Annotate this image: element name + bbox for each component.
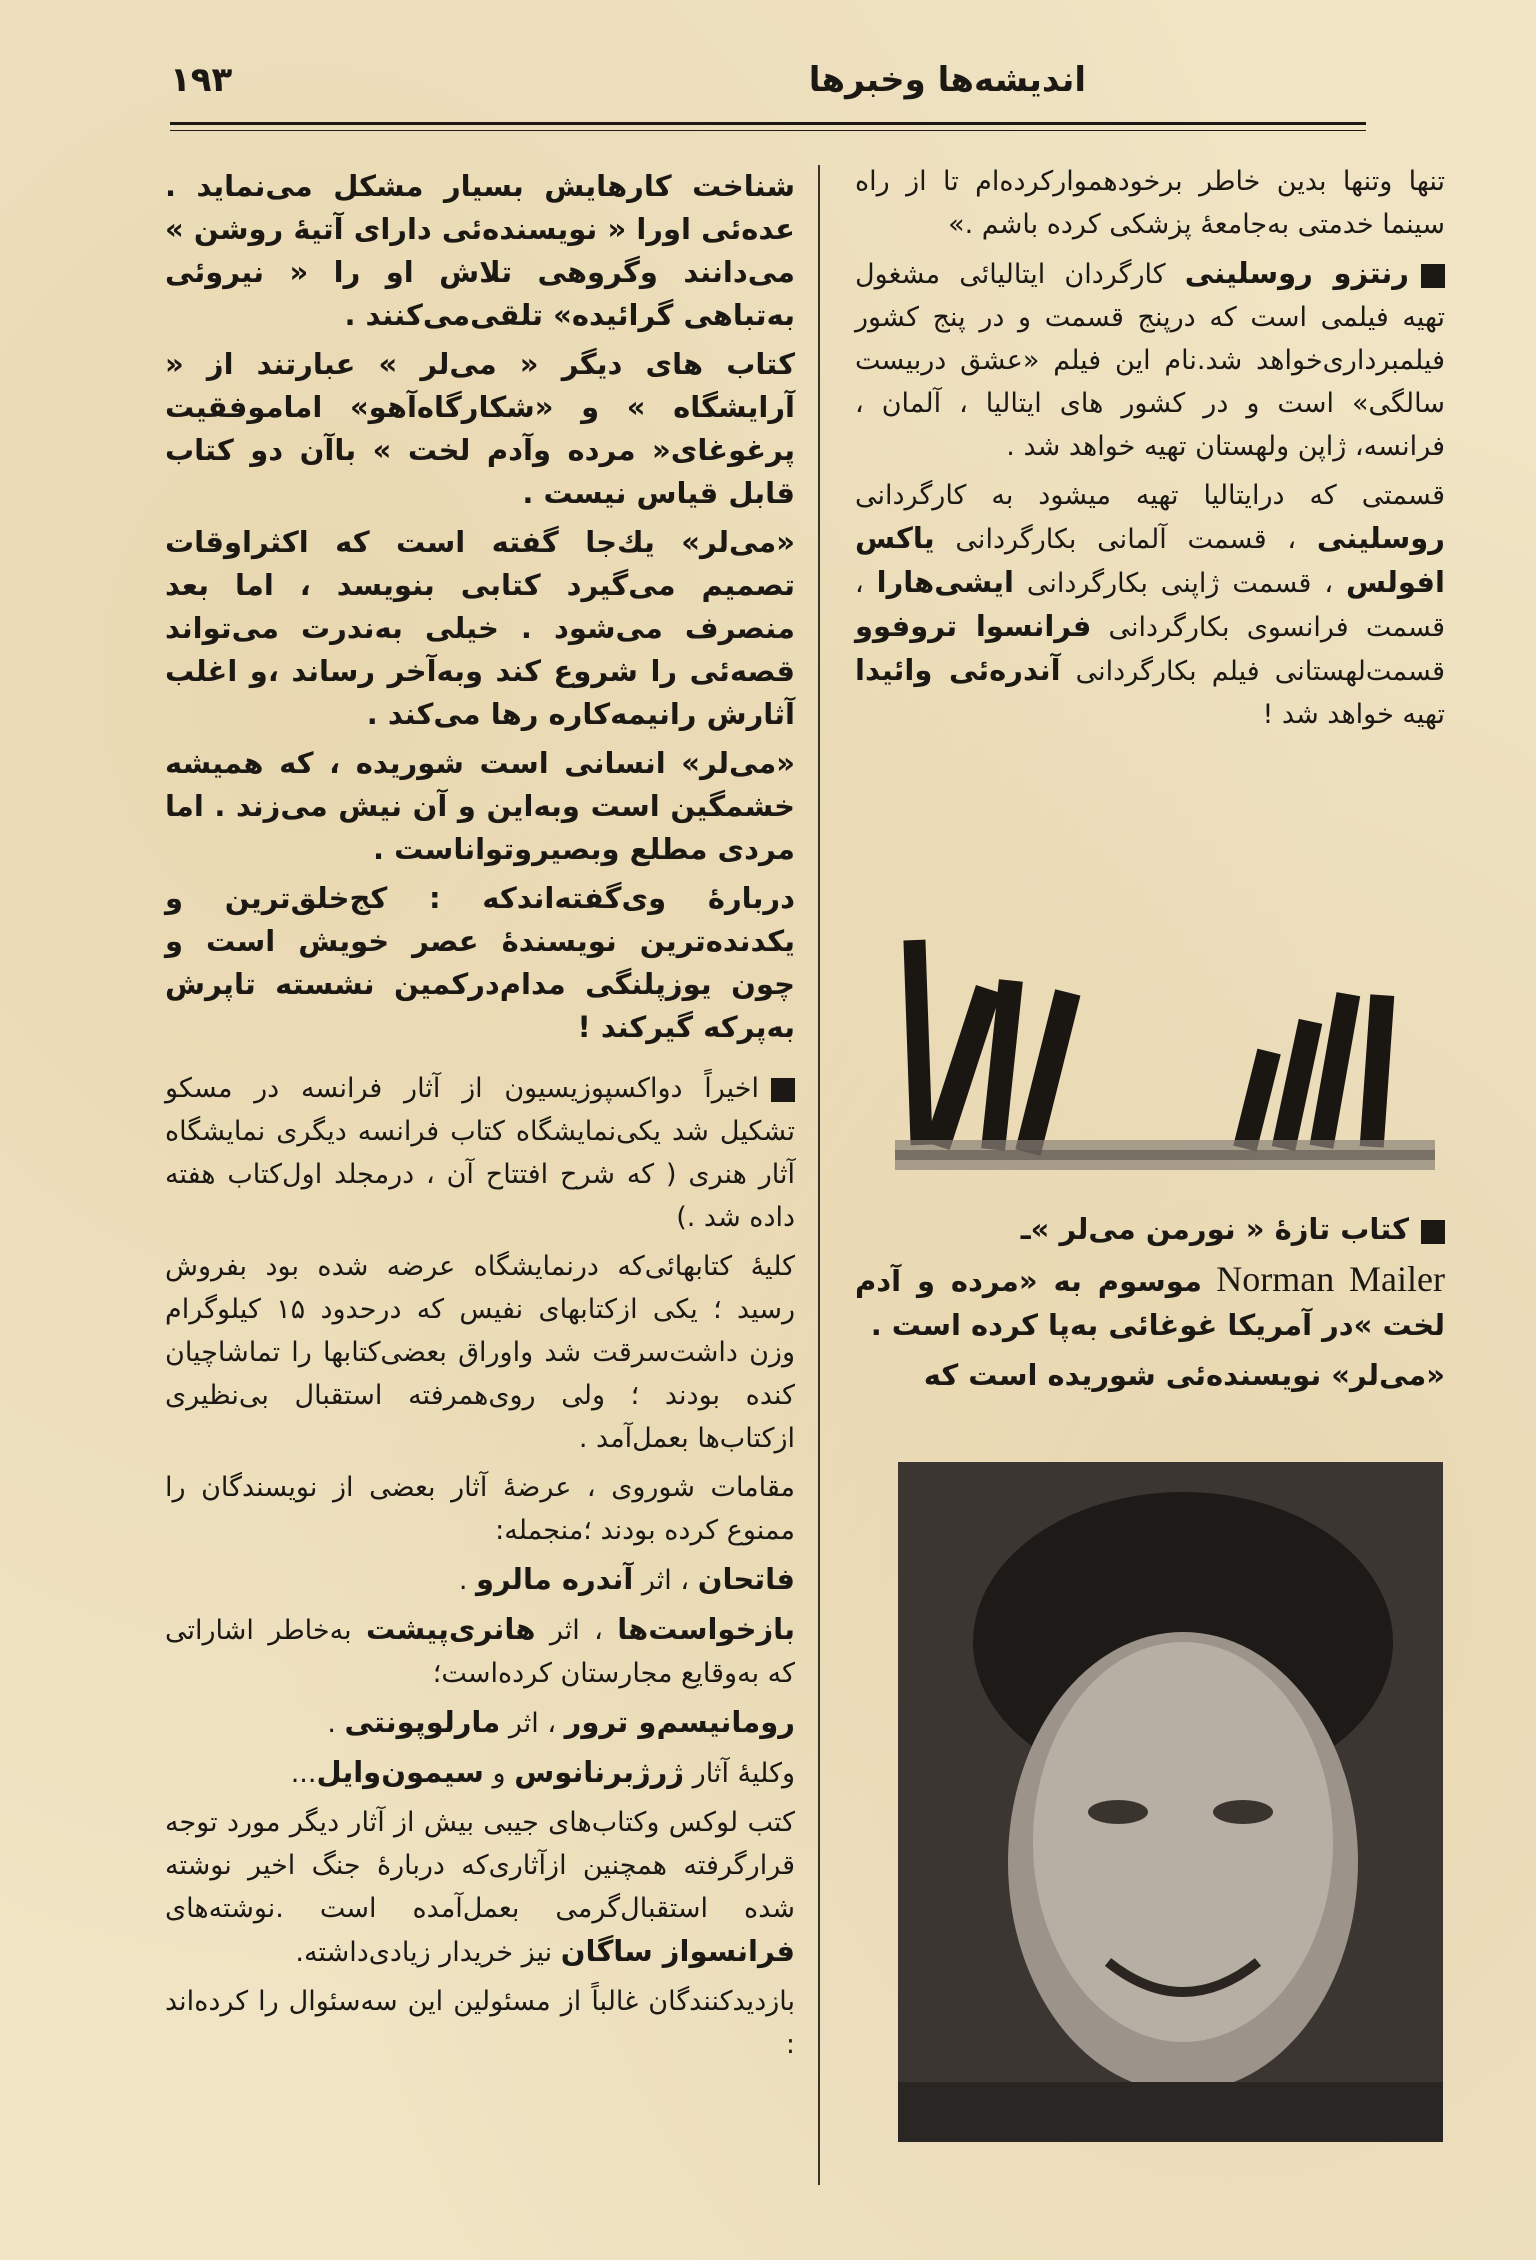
director-name: روسلینی xyxy=(1316,521,1445,555)
paragraph: مقامات شوروی ، عرضهٔ آثار بعضی از نویسندگان را ممنوع کرده بودند ؛منجمله: xyxy=(165,1472,795,1546)
text-run: تهیه خواهد شد ! xyxy=(1262,699,1445,730)
text-run: و xyxy=(492,1758,506,1789)
mailer-continuation: «می‌لر» نویسنده‌ئی شوریده است که xyxy=(923,1358,1445,1392)
page-number: ۱۹۳ xyxy=(170,60,233,100)
paragraph: «می‌لر» انسانی است شوریده ، که همیشه خشمگین است وبه‌این و آن نیش می‌زند . اما مردی مطلع وبصیروتواناست . xyxy=(165,746,795,866)
text-run: ، قسمت ژاپنی بکارگردانی xyxy=(1026,568,1334,599)
text-run: کتب لوکس وکتاب‌های جیبی بیش از آثار دیگر مورد توجه قرارگرفته همچنین ازآثاری‌که دربارهٔ جنگ اخیر نوشته شده استقبال‌گرمی بعمل‌آمده است .نوشته‌های xyxy=(165,1807,795,1924)
director-name: فرانسوا تروفوو xyxy=(855,609,1092,643)
author-name: مارلوپونتی xyxy=(344,1705,501,1739)
books-illustration xyxy=(895,935,1435,1195)
text-run: ... xyxy=(290,1758,317,1789)
header-rule xyxy=(170,122,1366,125)
mailer-heading-text: کتاب تازهٔ « نورمن می‌لر »ـ xyxy=(1020,1212,1409,1246)
exposition-paragraph xyxy=(165,1067,795,1239)
paragraph: دربارهٔ وی‌گفته‌اندکه : کج‌خلق‌ترین و یکدنده‌ترین نویسندهٔ عصر خویش است و چون یوزپلنگی مدام‌درکمین نشسته تاپرش به‌پرکه گیرکند ! xyxy=(165,881,795,1044)
banned-item: فاتحان ، اثر آندره مالرو . xyxy=(458,1562,795,1596)
latin-name: Norman Mailer xyxy=(1216,1259,1445,1299)
paragraph: کتاب های دیگر « می‌لر » عبارتند از « آرایشگاه » و «شکارگاه‌آهو» اماموفقیت پرغوغای« مرده وآدم لخت » باآن دو کتاب قابل قیاس نیست . xyxy=(165,347,795,510)
author-portrait xyxy=(898,1462,1443,2142)
book-title: رومانیسم‌و ترور xyxy=(564,1705,795,1739)
header-rule-thin xyxy=(170,130,1366,131)
item-name: رنتزو روسلینی xyxy=(1184,256,1409,290)
text-run: ، اثر xyxy=(549,1615,603,1646)
paragraph xyxy=(165,1801,795,1974)
book-title: بازخواست‌ها xyxy=(617,1612,795,1646)
banned-item: رومانیسم‌و ترور ، اثر مارلوپونتی . xyxy=(327,1705,795,1739)
item-text: کارگردان ایتالیائی مشغول تهیه فیلمی است که درپنج قسمت و در پنج کشور فیلمبرداری‌خواهد شد.نام این فیلم «عشق دربیست سالگی» است و در کشور های ایتالیا ، آلمان ، فرانسه، ژاپن ولهستان تهیه خواهد شد . xyxy=(855,259,1445,462)
book-title: فاتحان xyxy=(697,1562,795,1596)
author-name: هانری‌پیشت xyxy=(365,1612,536,1646)
text-run: قسمتی که درایتالیا تهیه میشود به کارگردانی xyxy=(855,480,1445,511)
column-divider xyxy=(818,165,820,2185)
text-run: نیز خریدار زیادی‌داشته. xyxy=(295,1937,553,1968)
bullet-square-icon xyxy=(1421,264,1445,288)
director-name: یاکس افولس xyxy=(855,521,1445,599)
paragraph: شناخت کارهایش بسیار مشکل می‌نماید . عده‌ئی اورا « نویسنده‌ئی دارای آتیهٔ روشن » می‌دانند وگروهی تلاش او را « نیروئی به‌تباهی گرائیده» تلقی‌می‌کنند . xyxy=(165,169,795,332)
paragraph: بازدیدکنندگان غالباً از مسئولین این سه‌سئوال را کرده‌اند : xyxy=(165,1986,795,2060)
banned-item xyxy=(165,1608,795,1695)
mailer-text xyxy=(855,1258,1445,1348)
mailer-item xyxy=(855,1208,1445,1403)
author-name: سیمون‌وایل xyxy=(316,1755,484,1789)
director-name: آندره‌ئی وائیدا xyxy=(855,653,1061,687)
running-title: اندیشه‌ها وخبرها xyxy=(808,60,1086,100)
text-run: قسمت‌لهستانی فیلم بکارگردانی xyxy=(1075,656,1445,687)
banned-item xyxy=(165,1751,795,1795)
bullet-square-icon xyxy=(1421,1220,1445,1244)
directors-paragraph xyxy=(855,474,1445,736)
text-run: ، اثر xyxy=(641,1565,690,1596)
rossellini-item xyxy=(855,252,1445,468)
text-run: اخیراً دواکسپوزیسیون از آثار فرانسه در مسکو تشکیل شد یکی‌نمایشگاه کتاب فرانسه دیگری نمایشگاه آثار هنری ( که شرح افتتاح آن ، درمجلد اول‌کتاب هفته داده شد .) xyxy=(165,1073,795,1233)
text-run: وکلیهٔ آثار xyxy=(692,1758,795,1789)
author-name: ژرژبرنانوس xyxy=(514,1755,685,1789)
paragraph: کلیهٔ کتابهائی‌که درنمایشگاه عرضه شده بود بفروش رسید ؛ یکی ازکتابهای نفیس که درحدود ۱۵ کیلوگرام وزن داشت‌سرقت شد واوراق بعضی‌کتابها را تماشاچیان کنده بودند ؛ ولی روی‌همرفته استقبال بی‌نظیری ازکتاب‌ها بعمل‌آمد . xyxy=(165,1251,795,1454)
author-name: فرانسواز ساگان xyxy=(560,1934,795,1968)
author-name: آندره مالرو xyxy=(475,1562,634,1596)
text-run: ، قسمت فرانسوی بکارگردانی xyxy=(855,568,1445,643)
text-run: ، قسمت آلمانی بکارگردانی xyxy=(955,524,1297,555)
mailer-description: موسوم به «مرده و آدم لخت »در آمریکا غوغائی به‌پا کرده است . xyxy=(855,1264,1445,1342)
page-header xyxy=(170,60,1346,130)
bullet-square-icon xyxy=(771,1078,795,1102)
director-name: ایشی‌هارا xyxy=(876,565,1014,599)
text-run: ، اثر xyxy=(508,1708,557,1739)
intro-paragraph: تنها وتنها بدین خاطر برخودهموارکرده‌ام تا از راه سینما خدمتی به‌جامعهٔ پزشکی کرده باشم .» xyxy=(855,166,1445,240)
right-column xyxy=(855,160,1445,742)
left-column xyxy=(165,165,795,2072)
mailer-heading xyxy=(855,1208,1445,1252)
text-run: به‌خاطر اشاراتی که به‌وقایع مجارستان کرده‌است؛ xyxy=(165,1615,795,1689)
paragraph: «می‌لر» یك‌جا گفته است که اکثراوقات تصمیم می‌گیرد کتابی بنویسد ، اما بعد منصرف می‌شود . خیلی به‌ندرت می‌تواند قصه‌ئی را شروع کند وبه‌آخر رساند ،و اغلب آثارش رانیمه‌کاره رها می‌کند . xyxy=(165,525,795,731)
